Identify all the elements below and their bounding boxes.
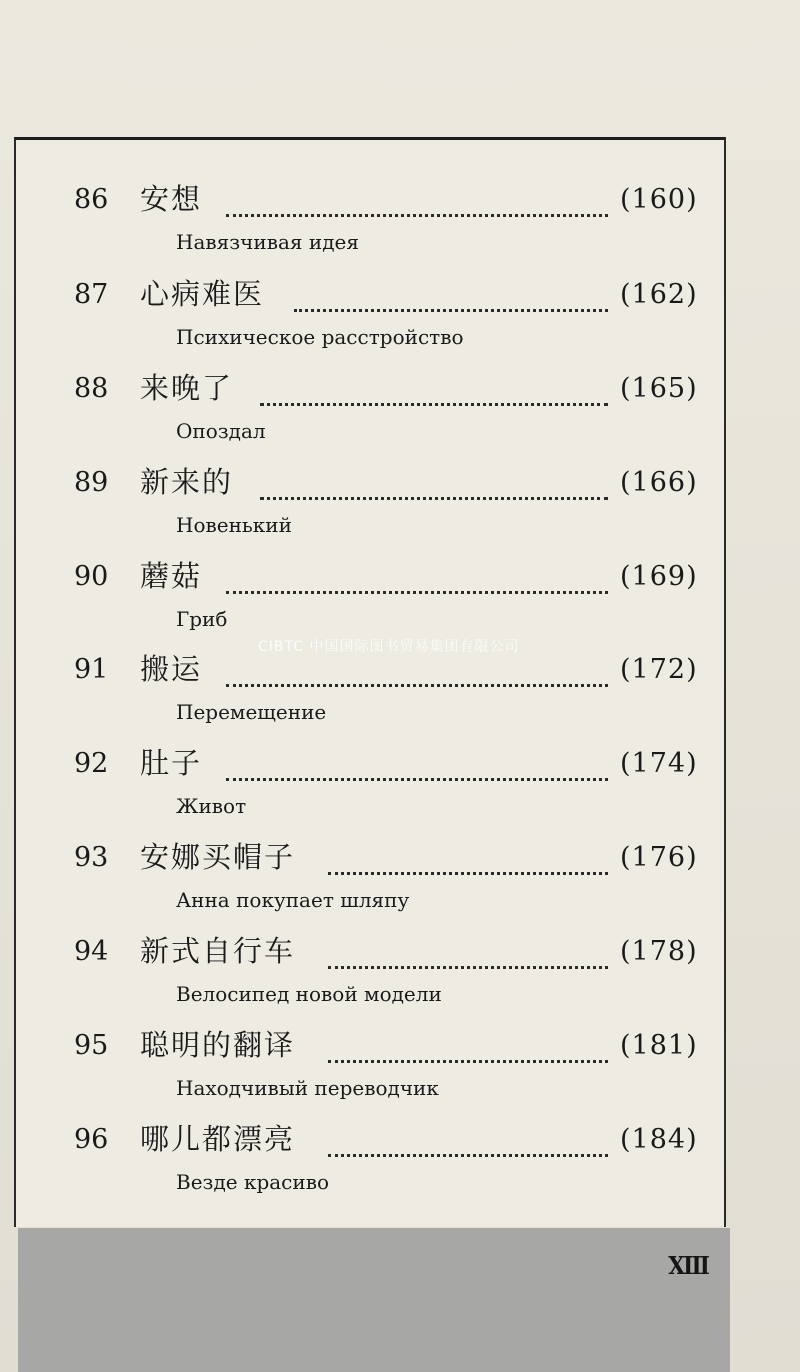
toc-entry — [16, 1030, 736, 1126]
entry-title: 哪儿都漂亮 — [140, 1122, 296, 1156]
entry-number: 87 — [74, 279, 109, 310]
entry-title: 安娜买帽子 — [140, 840, 296, 874]
table-of-contents — [14, 137, 726, 1227]
entry-subtitle: Гриб — [176, 607, 228, 631]
entry-title: 搬运 — [140, 652, 203, 686]
dot-leader — [328, 842, 608, 875]
entry-title: 安想 — [140, 182, 203, 216]
entry-subtitle: Находчивый переводчик — [176, 1076, 439, 1100]
entry-page: (178) — [620, 936, 698, 967]
entry-page: (172) — [620, 654, 698, 685]
dot-leader — [328, 1124, 608, 1157]
dot-leader — [260, 467, 608, 500]
entry-subtitle: Анна покупает шляпу — [176, 888, 410, 912]
entry-subtitle: Перемещение — [176, 700, 327, 724]
entry-subtitle: Велосипед новой модели — [176, 982, 442, 1006]
entry-subtitle: Навязчивая идея — [176, 230, 359, 254]
dot-leader — [226, 561, 608, 594]
dot-leader — [226, 654, 608, 687]
entry-title: 心病难医 — [140, 277, 265, 311]
entry-number: 92 — [74, 748, 109, 779]
entry-number: 88 — [74, 373, 109, 404]
entry-subtitle: Живот — [176, 794, 247, 818]
dot-leader — [226, 748, 608, 781]
toc-entry — [16, 748, 736, 844]
entry-number: 94 — [74, 936, 109, 967]
toc-entry — [16, 654, 736, 750]
entry-number: 96 — [74, 1124, 109, 1155]
entry-page: (166) — [620, 467, 698, 498]
entry-page: (184) — [620, 1124, 698, 1155]
toc-entry — [16, 373, 736, 469]
entry-page: (160) — [620, 184, 698, 215]
toc-entry — [16, 842, 736, 938]
entry-page: (181) — [620, 1030, 698, 1061]
dot-leader — [328, 1030, 608, 1063]
toc-entry — [16, 279, 736, 375]
page-number: XIII — [668, 1251, 709, 1280]
entry-title: 新来的 — [140, 465, 234, 499]
entry-subtitle: Новенький — [176, 513, 292, 537]
page-footer — [18, 1228, 730, 1372]
entry-subtitle: Опоздал — [176, 419, 266, 443]
entry-page: (176) — [620, 842, 698, 873]
dot-leader — [260, 373, 608, 406]
toc-entry — [16, 467, 736, 563]
dot-leader — [226, 184, 608, 217]
entry-page: (162) — [620, 279, 698, 310]
entry-subtitle: Везде красиво — [176, 1170, 330, 1194]
entry-title: 聪明的翻译 — [140, 1028, 296, 1062]
entry-number: 90 — [74, 561, 109, 592]
entry-page: (169) — [620, 561, 698, 592]
entry-number: 89 — [74, 467, 109, 498]
entry-page: (174) — [620, 748, 698, 779]
entry-number: 86 — [74, 184, 109, 215]
dot-leader — [328, 936, 608, 969]
toc-entry — [16, 936, 736, 1032]
entry-title: 来晚了 — [140, 371, 234, 405]
entry-number: 95 — [74, 1030, 109, 1061]
entry-title: 蘑菇 — [140, 559, 203, 593]
entry-number: 91 — [74, 654, 109, 685]
dot-leader — [294, 279, 608, 312]
entry-subtitle: Психическое расстройство — [176, 325, 464, 349]
watermark-logo: CIBTC 中国国际图书贸易集团有限公司 — [258, 639, 520, 655]
toc-entry — [16, 184, 736, 280]
entry-number: 93 — [74, 842, 109, 873]
toc-entry — [16, 1124, 736, 1220]
entry-page: (165) — [620, 373, 698, 404]
entry-title: 肚子 — [140, 746, 203, 780]
entry-title: 新式自行车 — [140, 934, 296, 968]
